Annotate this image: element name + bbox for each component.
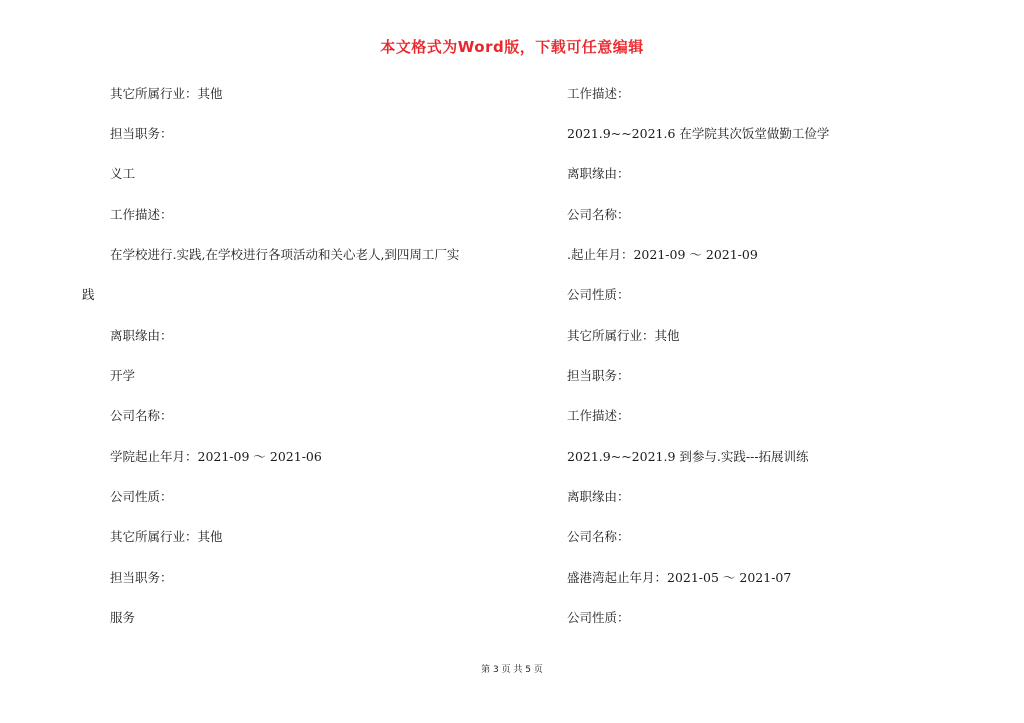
text-line: 公司性质： (567, 287, 630, 302)
text-line: 盛港湾起止年月：2021-05 ～ 2021-07 (567, 570, 792, 585)
text-line: 2021.9~~2021.9 到参与.实践---拓展训练 (567, 449, 809, 464)
text-line: 义工 (110, 166, 136, 181)
text-line: 其它所属行业：其他 (567, 328, 680, 343)
text-line: 担当职务： (110, 570, 173, 585)
text-line: 离职缘由： (567, 166, 630, 181)
text-line: 服务 (110, 610, 136, 625)
text-line: 开学 (110, 368, 136, 383)
text-line: .起止年月：2021-09 ～ 2021-09 (567, 247, 758, 262)
text-line: 离职缘由： (110, 328, 173, 343)
text-line: 在学校进行.实践,在学校进行各项活动和关心老人,到四周工厂实 (110, 247, 460, 262)
text-line: 担当职务： (110, 126, 173, 141)
document-header-title: 本文格式为Word版，下载可任意编辑 (380, 38, 644, 56)
text-line: 工作描述： (567, 408, 630, 423)
text-line: 其它所属行业：其他 (110, 529, 223, 544)
text-line: 工作描述： (567, 86, 630, 101)
text-line: 践 (82, 287, 95, 302)
text-line: 公司名称： (110, 408, 173, 423)
text-line: 公司名称： (567, 207, 630, 222)
page-number: 第 3 页 共 5 页 (481, 665, 543, 675)
text-line: 工作描述： (110, 207, 173, 222)
text-line: 公司名称： (567, 529, 630, 544)
text-line: 公司性质： (110, 489, 173, 504)
text-line: 学院起止年月：2021-09 ～ 2021-06 (110, 449, 322, 464)
text-line: 其它所属行业：其他 (110, 86, 223, 101)
text-line: 担当职务： (567, 368, 630, 383)
text-line: 2021.9~~2021.6 在学院其次饭堂做勤工俭学 (567, 126, 830, 141)
text-line: 离职缘由： (567, 489, 630, 504)
text-line: 公司性质： (567, 610, 630, 625)
